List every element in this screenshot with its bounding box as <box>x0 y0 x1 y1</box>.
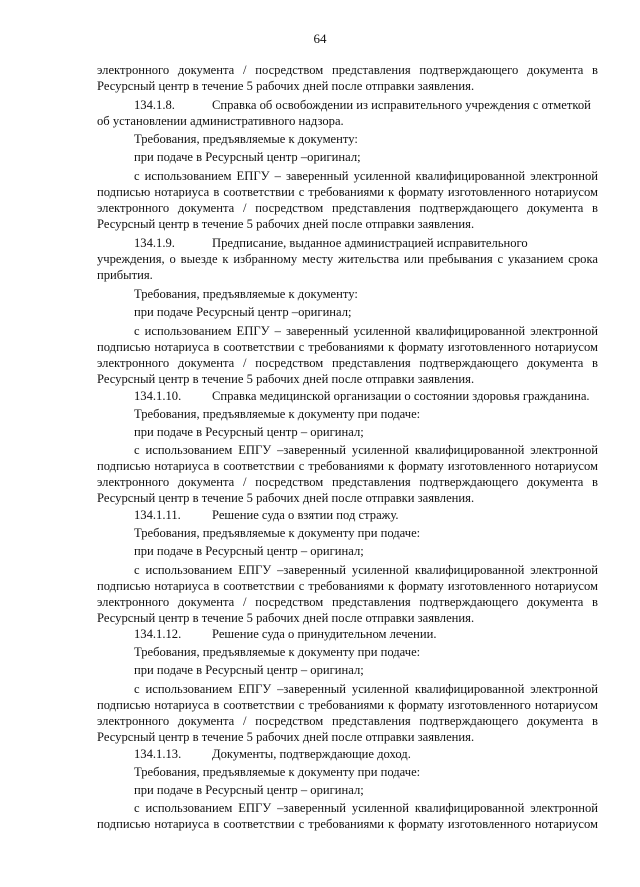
section-heading <box>134 235 598 251</box>
section-title: Справка медицинской организации о состоянии здоровья гражданина. <box>212 389 590 403</box>
section-heading <box>134 507 598 523</box>
text-line: электронного документа / посредством представления подтверждающего документа в <box>97 356 598 370</box>
text-line: при подаче в Ресурсный центр –оригинал; <box>134 150 361 164</box>
text-line: Требования, предъявляемые к документу при подаче: <box>134 407 421 421</box>
text-line: с использованием ЕПГУ –заверенный усиленной квалифицированной электронной <box>134 443 598 457</box>
text-line: с использованием ЕПГУ –заверенный усиленной квалифицированной электронной <box>134 563 598 577</box>
section-heading <box>134 626 598 642</box>
text-line: подписью нотариуса в соответствии с требованиями к формату изготовленного нотариусом <box>97 817 598 831</box>
text-line: при подаче в Ресурсный центр – оригинал; <box>134 425 364 439</box>
text-line: Ресурсный центр в течение 5 рабочих дней после отправки заявления. <box>97 491 475 505</box>
text-line: электронного документа / посредством представления подтверждающего документа в <box>97 714 598 728</box>
text-line: Ресурсный центр в течение 5 рабочих дней после отправки заявления. <box>97 372 475 386</box>
text-line: подписью нотариуса в соответствии с требованиями к формату изготовленного нотариусом <box>97 340 598 354</box>
section-title: Справка об освобождении из исправительного учреждения с отметкой <box>212 98 591 112</box>
section-title: Решение суда о принудительном лечении. <box>212 627 437 641</box>
text-line: с использованием ЕПГУ – заверенный усиленной квалифицированной электронной <box>134 324 598 338</box>
section-title: Предписание, выданное администрацией исправительного <box>212 236 528 250</box>
text-line: при подаче в Ресурсный центр – оригинал; <box>134 663 364 677</box>
text-line: Ресурсный центр в течение 5 рабочих дней после отправки заявления. <box>97 79 475 93</box>
text-line: при подаче в Ресурсный центр – оригинал; <box>134 544 364 558</box>
text-line: электронного документа / посредством представления подтверждающего документа в <box>97 595 598 609</box>
text-line: при подаче Ресурсный центр –оригинал; <box>134 305 352 319</box>
section-number: 134.1.11. <box>134 508 181 522</box>
text-line: Требования, предъявляемые к документу: <box>134 132 358 146</box>
text-line: прибытия. <box>97 268 153 282</box>
text-line: Требования, предъявляемые к документу при подаче: <box>134 526 421 540</box>
text-line: с использованием ЕПГУ –заверенный усиленной квалифицированной электронной <box>134 682 598 696</box>
text-line: электронного документа / посредством представления подтверждающего документа в <box>97 475 598 489</box>
section-heading <box>134 746 598 762</box>
text-line: Ресурсный центр в течение 5 рабочих дней после отправки заявления. <box>97 217 475 231</box>
text-line: об установлении административного надзора. <box>97 114 344 128</box>
text-line: Требования, предъявляемые к документу: <box>134 287 358 301</box>
text-line: при подаче в Ресурсный центр – оригинал; <box>134 783 364 797</box>
text-line: подписью нотариуса в соответствии с требованиями к формату изготовленного нотариусом <box>97 698 598 712</box>
text-line: Ресурсный центр в течение 5 рабочих дней после отправки заявления. <box>97 611 475 625</box>
section-number: 134.1.13. <box>134 747 182 761</box>
text-line: подписью нотариуса в соответствии с требованиями к формату изготовленного нотариусом <box>97 185 598 199</box>
section-title: Документы, подтверждающие доход. <box>212 747 411 761</box>
text-line: подписью нотариуса в соответствии с требованиями к формату изготовленного нотариусом <box>97 459 598 473</box>
section-title: Решение суда о взятии под стражу. <box>212 508 399 522</box>
text-line: электронного документа / посредством представления подтверждающего документа в <box>97 63 598 77</box>
section-number: 134.1.8. <box>134 98 175 112</box>
section-number: 134.1.9. <box>134 236 175 250</box>
section-number: 134.1.12. <box>134 627 182 641</box>
text-line: с использованием ЕПГУ –заверенный усиленной квалифицированной электронной <box>134 801 598 815</box>
text-line: учреждения, о выезде к избранному месту жительства или пребывания с указанием срока <box>97 252 598 266</box>
text-line: подписью нотариуса в соответствии с требованиями к формату изготовленного нотариусом <box>97 579 598 593</box>
text-line: с использованием ЕПГУ – заверенный усиленной квалифицированной электронной <box>134 169 598 183</box>
section-heading <box>134 388 598 404</box>
section-number: 134.1.10. <box>134 389 182 403</box>
page-number: 64 <box>313 31 327 46</box>
text-line: Требования, предъявляемые к документу при подаче: <box>134 645 421 659</box>
section-heading <box>134 97 598 113</box>
text-line: Ресурсный центр в течение 5 рабочих дней после отправки заявления. <box>97 730 475 744</box>
text-line: Требования, предъявляемые к документу при подаче: <box>134 765 421 779</box>
text-line: электронного документа / посредством представления подтверждающего документа в <box>97 201 598 215</box>
